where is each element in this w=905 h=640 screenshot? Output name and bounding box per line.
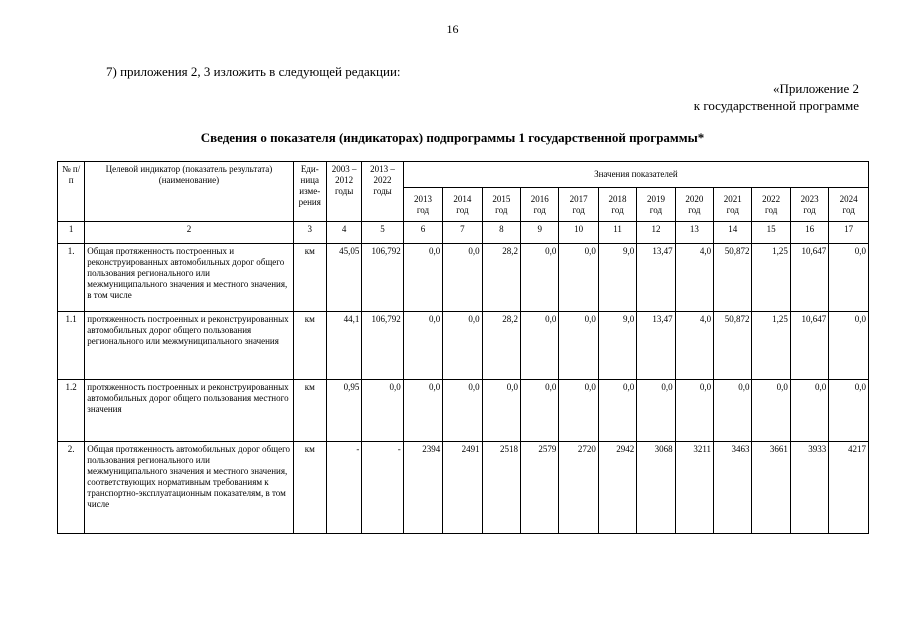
value-2019: 13,47 bbox=[637, 244, 675, 312]
value-2020: 4,0 bbox=[675, 312, 713, 380]
value-2023: 0,0 bbox=[790, 380, 828, 442]
value-2024: 0,0 bbox=[829, 380, 869, 442]
col-header-unit: Еди-ница изме-рения bbox=[293, 162, 326, 222]
header-row bbox=[58, 162, 869, 188]
indicators-table bbox=[57, 161, 869, 534]
value-2023: 10,647 bbox=[790, 312, 828, 380]
column-number-cell: 15 bbox=[752, 222, 790, 244]
year-header-2019 bbox=[637, 188, 675, 222]
value-2003-2012: 45,05 bbox=[326, 244, 361, 312]
year-header-2016 bbox=[521, 188, 559, 222]
value-2016: 2579 bbox=[521, 442, 559, 534]
value-2021: 50,872 bbox=[714, 244, 752, 312]
value-2018: 0,0 bbox=[598, 380, 636, 442]
value-2023: 10,647 bbox=[790, 244, 828, 312]
value-2020: 0,0 bbox=[675, 380, 713, 442]
year-label: 2016 bbox=[530, 193, 549, 204]
year-label: 2022 bbox=[762, 193, 781, 204]
row-index: 1.2 bbox=[58, 380, 85, 442]
value-2023: 3933 bbox=[790, 442, 828, 534]
value-2015: 0,0 bbox=[482, 380, 520, 442]
year-header-2021 bbox=[714, 188, 752, 222]
column-number-cell: 2 bbox=[85, 222, 293, 244]
table-row bbox=[58, 380, 869, 442]
value-2013-2022: 0,0 bbox=[362, 380, 403, 442]
year-header-2015 bbox=[482, 188, 520, 222]
year-unit-label: год bbox=[416, 204, 430, 215]
value-2018: 9,0 bbox=[598, 312, 636, 380]
value-2024: 0,0 bbox=[829, 312, 869, 380]
year-header-2018 bbox=[598, 188, 636, 222]
col-header-2013-2022: 2013 – 2022 годы bbox=[362, 162, 403, 222]
value-2013: 0,0 bbox=[403, 312, 442, 380]
year-unit-label: год bbox=[611, 204, 624, 215]
appendix-caption bbox=[694, 80, 859, 114]
year-label: 2013 bbox=[413, 193, 432, 204]
value-2003-2012: 0,95 bbox=[326, 380, 361, 442]
value-2015: 2518 bbox=[482, 442, 520, 534]
value-2019: 13,47 bbox=[637, 312, 675, 380]
table-row bbox=[58, 442, 869, 534]
value-2017: 0,0 bbox=[559, 244, 598, 312]
year-label: 2019 bbox=[646, 193, 665, 204]
value-2013: 2394 bbox=[403, 442, 442, 534]
value-2014: 2491 bbox=[443, 442, 482, 534]
column-number-cell: 10 bbox=[559, 222, 598, 244]
column-number-cell: 8 bbox=[482, 222, 520, 244]
value-2013: 0,0 bbox=[403, 244, 442, 312]
indicator-name: протяженность построенных и реконструированных автомобильных дорог общего пользования регионального или межмуниципального значения bbox=[85, 312, 293, 380]
year-header-2013 bbox=[403, 188, 442, 222]
year-unit-label: год bbox=[649, 204, 663, 215]
year-label: 2018 bbox=[608, 193, 627, 204]
value-2018: 2942 bbox=[598, 442, 636, 534]
year-header-2020 bbox=[675, 188, 713, 222]
value-2022: 3661 bbox=[752, 442, 790, 534]
value-2020: 3211 bbox=[675, 442, 713, 534]
column-number-cell: 6 bbox=[403, 222, 442, 244]
column-number-cell: 9 bbox=[521, 222, 559, 244]
year-unit-label: год bbox=[572, 204, 585, 215]
table-row bbox=[58, 312, 869, 380]
year-label: 2015 bbox=[492, 193, 511, 204]
appendix-line-1: «Приложение 2 bbox=[772, 81, 859, 96]
year-unit-label: год bbox=[533, 204, 546, 215]
value-2017: 0,0 bbox=[559, 380, 598, 442]
year-label: 2024 bbox=[839, 193, 858, 204]
indicator-name: протяженность построенных и реконструированных автомобильных дорог общего пользования местного значения bbox=[85, 380, 293, 442]
value-2016: 0,0 bbox=[521, 380, 559, 442]
value-2021: 50,872 bbox=[714, 312, 752, 380]
indicator-name: Общая протяженность автомобильных дорог общего пользования регионального или межмуниципального значения и местного значения, соответствующих нормативным требованиям к транспортно-эксплуатационным показателям, в том числе bbox=[85, 442, 293, 534]
value-2024: 4217 bbox=[829, 442, 869, 534]
column-number-cell: 4 bbox=[326, 222, 361, 244]
page-number: 16 bbox=[446, 22, 459, 36]
column-number-cell: 1 bbox=[58, 222, 85, 244]
value-2014: 0,0 bbox=[443, 380, 482, 442]
value-2022: 0,0 bbox=[752, 380, 790, 442]
row-index: 2. bbox=[58, 442, 85, 534]
value-2003-2012: - bbox=[326, 442, 361, 534]
year-unit-label: год bbox=[688, 204, 701, 215]
table-row bbox=[58, 244, 869, 312]
year-label: 2021 bbox=[723, 193, 742, 204]
value-2014: 0,0 bbox=[443, 312, 482, 380]
column-number-cell: 11 bbox=[598, 222, 636, 244]
row-index: 1.1 bbox=[58, 312, 85, 380]
value-2022: 1,25 bbox=[752, 244, 790, 312]
year-unit-label: год bbox=[842, 204, 855, 215]
value-2018: 9,0 bbox=[598, 244, 636, 312]
value-2021: 3463 bbox=[714, 442, 752, 534]
year-unit-label: год bbox=[765, 204, 778, 215]
value-2024: 0,0 bbox=[829, 244, 869, 312]
year-unit-label: год bbox=[495, 204, 508, 215]
value-2013-2022: 106,792 bbox=[362, 312, 403, 380]
document-title: Сведения о показателя (индикаторах) подпрограммы 1 государственной программы* bbox=[200, 130, 705, 145]
col-header-values: Значения показателей bbox=[403, 162, 868, 188]
year-header-2017 bbox=[559, 188, 598, 222]
column-number-cell: 3 bbox=[293, 222, 326, 244]
year-header-2024 bbox=[829, 188, 869, 222]
value-2017: 2720 bbox=[559, 442, 598, 534]
unit-cell: км bbox=[293, 312, 326, 380]
year-header-2014 bbox=[443, 188, 482, 222]
column-number-cell: 7 bbox=[443, 222, 482, 244]
value-2013: 0,0 bbox=[403, 380, 442, 442]
row-index: 1. bbox=[58, 244, 85, 312]
unit-cell: км bbox=[293, 244, 326, 312]
column-number-cell: 5 bbox=[362, 222, 403, 244]
value-2019: 0,0 bbox=[637, 380, 675, 442]
col-header-indicator: Целевой индикатор (показатель результата) (наименование) bbox=[85, 162, 293, 222]
year-unit-label: год bbox=[726, 204, 739, 215]
column-number-cell: 16 bbox=[790, 222, 828, 244]
column-number-row bbox=[58, 222, 869, 244]
value-2019: 3068 bbox=[637, 442, 675, 534]
value-2013-2022: 106,792 bbox=[362, 244, 403, 312]
unit-cell: км bbox=[293, 442, 326, 534]
value-2020: 4,0 bbox=[675, 244, 713, 312]
value-2016: 0,0 bbox=[521, 312, 559, 380]
year-unit-label: год bbox=[803, 204, 816, 215]
year-unit-label: год bbox=[456, 204, 469, 215]
value-2016: 0,0 bbox=[521, 244, 559, 312]
column-number-cell: 13 bbox=[675, 222, 713, 244]
value-2022: 1,25 bbox=[752, 312, 790, 380]
value-2021: 0,0 bbox=[714, 380, 752, 442]
value-2014: 0,0 bbox=[443, 244, 482, 312]
unit-cell: км bbox=[293, 380, 326, 442]
year-label: 2023 bbox=[800, 193, 819, 204]
col-header-2003-2012: 2003 – 2012 годы bbox=[326, 162, 361, 222]
year-header-2022 bbox=[752, 188, 790, 222]
value-2017: 0,0 bbox=[559, 312, 598, 380]
value-2015: 28,2 bbox=[482, 312, 520, 380]
year-label: 2020 bbox=[685, 193, 704, 204]
value-2003-2012: 44,1 bbox=[326, 312, 361, 380]
indicator-name: Общая протяженность построенных и реконструированных автомобильных дорог общего пользования регионального или межмуниципального значения и местного значения, в том числе bbox=[85, 244, 293, 312]
column-number-cell: 14 bbox=[714, 222, 752, 244]
year-header-2023 bbox=[790, 188, 828, 222]
intro-line: 7) приложения 2, 3 изложить в следующей редакции: bbox=[106, 64, 401, 79]
value-2013-2022: - bbox=[362, 442, 403, 534]
year-label: 2017 bbox=[569, 193, 588, 204]
value-2015: 28,2 bbox=[482, 244, 520, 312]
appendix-line-2: к государственной программе bbox=[693, 98, 859, 113]
col-header-no: № п/п bbox=[58, 162, 85, 222]
column-number-cell: 17 bbox=[829, 222, 869, 244]
column-number-cell: 12 bbox=[637, 222, 675, 244]
year-label: 2014 bbox=[453, 193, 472, 204]
